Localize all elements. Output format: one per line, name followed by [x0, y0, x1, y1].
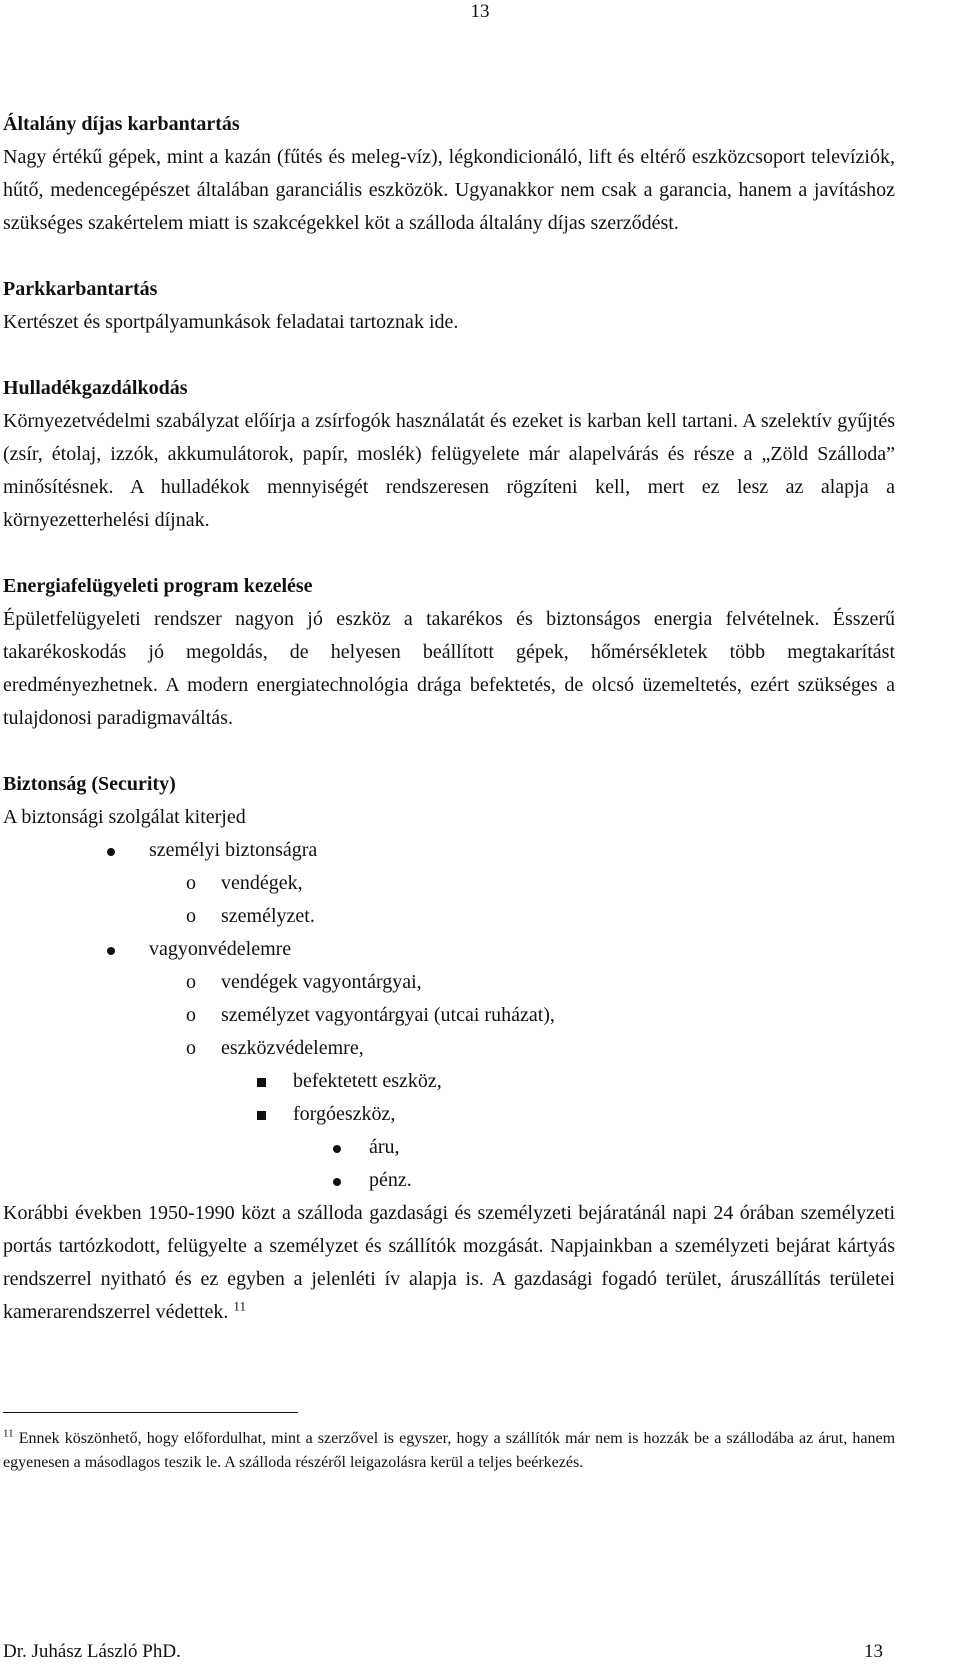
bullet-circle-icon: o: [186, 1037, 196, 1059]
section-paragraph: Kertészet és sportpályamunkások feladatai tartoznak ide.: [3, 311, 459, 333]
bullet-circle-icon: o: [186, 971, 196, 993]
document-body: [3, 108, 895, 1329]
section-paragraph: Környezetvédelmi szabályzat előírja a zsírfogók használatát és ezeket is karban kell tartani. A szelektív gyűjtés (zsír, étolaj, izzók, akkumulátorok, papír, moslék) felügyelete már alapelvárás és része a „Zöld Szálloda” minősítésnek. A hulladékok mennyiségét rendszeresen rögzíteni kell, mert ez lesz az alapja a környezetterhelési díjnak.: [3, 410, 895, 531]
list-item-label: személyi biztonságra: [149, 839, 318, 861]
section-paragraph: Nagy értékű gépek, mint a kazán (fűtés és meleg-víz), légkondicionáló, lift és eltérő eszközcsoport televíziók, hűtő, medencegépészet általában garanciális eszközök. Ugyanakkor nem csak a garancia, hanem a javításhoz szükséges szakértelem miatt is szakcégekkel köt a szálloda általány díjas szerződést.: [3, 146, 895, 234]
list-item-label: vendégek,: [221, 872, 303, 894]
page-number-top: 13: [470, 1, 490, 22]
list-item-label: személyzet vagyontárgyai (utcai ruházat),: [221, 1004, 555, 1026]
list-item-label: áru,: [369, 1136, 400, 1158]
section-paragraph: [3, 1197, 895, 1329]
list-item: [3, 867, 895, 900]
list-item: [3, 999, 895, 1032]
section-heading: Parkkarbantartás: [3, 278, 158, 300]
section-heading: Hulladékgazdálkodás: [3, 377, 188, 399]
section-altalany: [3, 108, 895, 240]
list-item-label: vendégek vagyontárgyai,: [221, 971, 422, 993]
list-item-label: személyzet.: [221, 905, 315, 927]
footer-page-number: 13: [864, 1641, 883, 1662]
bullet-square-icon: [257, 1098, 266, 1131]
list-intro: A biztonsági szolgálat kiterjed: [3, 806, 246, 828]
list-item: [3, 1164, 895, 1197]
section-paragraph: Épületfelügyeleti rendszer nagyon jó eszköz a takarékos és biztonságos energia felvételnek. Ésszerű takarékoskodás jó megoldás, de helyesen beállított gépek, hőmérsékletek több megtakarítást eredményezhetnek. A modern energiatechnológia drága befektetés, de olcsó üzemeltetés, ezért szükséges a tulajdonosi paradigmaváltás.: [3, 608, 895, 729]
list-item-label: forgóeszköz,: [293, 1103, 396, 1125]
section-heading: Energiafelügyeleti program kezelése: [3, 575, 313, 597]
bullet-dot-icon: [107, 933, 115, 966]
list-item: [3, 1032, 895, 1065]
security-scope-list: [3, 834, 895, 1197]
footnote-number: 11: [3, 1427, 14, 1440]
bullet-circle-icon: o: [186, 872, 196, 894]
section-heading: Biztonság (Security): [3, 773, 176, 795]
section-heading: Általány díjas karbantartás: [3, 113, 240, 135]
bullet-circle-icon: o: [186, 905, 196, 927]
bullet-circle-icon: o: [186, 1004, 196, 1026]
list-item-label: pénz.: [369, 1169, 412, 1191]
section-energia: [3, 570, 895, 735]
list-item: [3, 900, 895, 933]
list-item: [3, 933, 895, 966]
bullet-square-icon: [257, 1065, 266, 1098]
bullet-dot-icon: [107, 834, 115, 867]
list-item: [3, 1131, 895, 1164]
list-item: [3, 1098, 895, 1131]
closing-text: Korábbi években 1950-1990 közt a szálloda gazdasági és személyzeti bejáratánál napi 24 órában személyzeti portás tartózkodott, felügyelte a személyzet és szállítók mozgását. Napjainkban a személyzeti bejárat kártyás rendszerrel nyitható és ez egyben a jelenléti ív alapja is. A gazdasági fogadó terület, áruszállítás területei kamerarendszerrel védettek.: [3, 1202, 895, 1323]
list-item: [3, 834, 895, 867]
section-park: [3, 273, 895, 339]
section-hulladek: [3, 372, 895, 537]
bullet-dot-icon: [333, 1164, 341, 1197]
footnote: [3, 1427, 895, 1475]
list-item-label: vagyonvédelemre: [149, 938, 292, 960]
list-item: [3, 966, 895, 999]
bullet-dot-icon: [333, 1131, 341, 1164]
list-item-label: eszközvédelemre,: [221, 1037, 364, 1059]
footnote-reference[interactable]: 11: [233, 1298, 246, 1314]
footnote-divider: [3, 1412, 298, 1413]
footnote-text: Ennek köszönhető, hogy előfordulhat, mint a szerzővel is egyszer, hogy a szállítók már nem is hozzák be a szállodába az árut, hanem egyenesen a másodlagos teszik le. A szálloda részéről leigazolásra kerül a teljes beérkezés.: [3, 1430, 896, 1471]
list-item: [3, 1065, 895, 1098]
section-biztonsag: [3, 768, 895, 1329]
list-item-label: befektetett eszköz,: [293, 1070, 442, 1092]
footer-author: Dr. Juhász László PhD.: [3, 1641, 181, 1662]
